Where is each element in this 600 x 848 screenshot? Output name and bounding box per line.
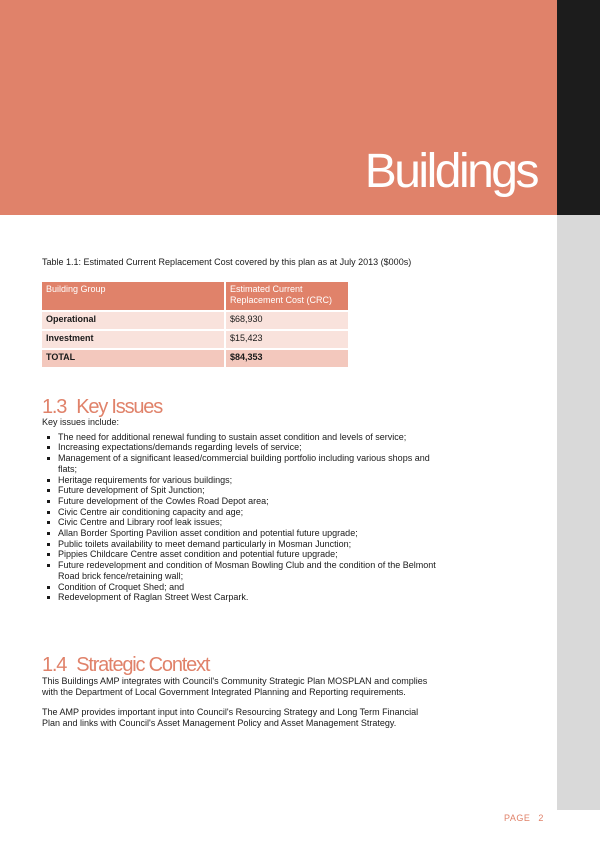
list-item: Public toilets availability to meet demand particularly in Mosman Junction;	[56, 539, 442, 550]
list-item: Civic Centre air conditioning capacity and age;	[56, 507, 442, 518]
table-cell-group: Investment	[42, 330, 225, 349]
table-total-value: $84,353	[225, 349, 348, 368]
table-caption: Table 1.1: Estimated Current Replacement Cost covered by this plan as at July 2013 ($000s)	[42, 257, 412, 267]
strategic-context-body	[42, 676, 432, 739]
list-item: Condition of Croquet Shed; and	[56, 582, 442, 593]
list-item: Allan Border Sporting Pavilion asset condition and potential future upgrade;	[56, 528, 442, 539]
key-issues-list	[42, 432, 442, 603]
table-row	[42, 330, 348, 349]
crc-table	[42, 282, 348, 369]
list-item: Increasing expectations/demands regarding levels of service;	[56, 442, 442, 453]
key-issues-number: 1.3	[42, 396, 67, 418]
page-number-footer	[504, 813, 544, 823]
list-item: The need for additional renewal funding to sustain asset condition and levels of service;	[56, 432, 442, 443]
table-cell-crc: $68,930	[225, 311, 348, 330]
key-issues-body	[42, 417, 442, 603]
table-section	[42, 257, 432, 369]
table-header-group: Building Group	[42, 282, 225, 311]
key-issues-heading	[42, 396, 162, 418]
table-total-row	[42, 349, 348, 368]
side-tab-grey	[557, 215, 600, 810]
strategic-context-para-2: The AMP provides important input into Council's Resourcing Strategy and Long Term Financial Plan and links with Council's Asset Management Policy and Asset Management Strategy.	[42, 707, 419, 729]
page-label: PAGE	[504, 813, 531, 823]
key-issues-intro: Key issues include:	[42, 417, 120, 427]
list-item: Pippies Childcare Centre asset condition and potential future upgrade;	[56, 549, 442, 560]
key-issues-title: Key Issues	[76, 396, 163, 418]
table-header-row	[42, 282, 348, 311]
header-banner	[0, 0, 557, 215]
strategic-context-title: Strategic Context	[76, 654, 210, 676]
list-item: Civic Centre and Library roof leak issues;	[56, 517, 442, 528]
list-item: Future redevelopment and condition of Mosman Bowling Club and the condition of the Belmont Road brick fence/retaining wall;	[56, 560, 442, 581]
strategic-context-para-1: This Buildings AMP integrates with Council's Community Strategic Plan MOSPLAN and complies with the Department of Local Government Integrated Planning and Reporting requirements.	[42, 676, 428, 697]
page-number: 2	[538, 813, 544, 823]
strategic-context-number: 1.4	[42, 654, 67, 676]
table-header-crc: Estimated Current Replacement Cost (CRC)	[225, 282, 348, 311]
list-item: Future development of the Cowles Road Depot area;	[56, 496, 442, 507]
list-item: Heritage requirements for various buildings;	[56, 475, 442, 486]
page-title: Buildings	[364, 145, 537, 198]
table-cell-group: Operational	[42, 311, 225, 330]
table-total-label: TOTAL	[42, 349, 225, 368]
list-item: Future development of Spit Junction;	[56, 485, 442, 496]
list-item: Redevelopment of Raglan Street West Carpark.	[56, 592, 442, 603]
strategic-context-heading	[42, 654, 209, 676]
list-item: Management of a significant leased/commercial building portfolio including various shops and flats;	[56, 453, 442, 474]
side-tab-dark	[557, 0, 600, 215]
table-cell-crc: $15,423	[225, 330, 348, 349]
table-row	[42, 311, 348, 330]
